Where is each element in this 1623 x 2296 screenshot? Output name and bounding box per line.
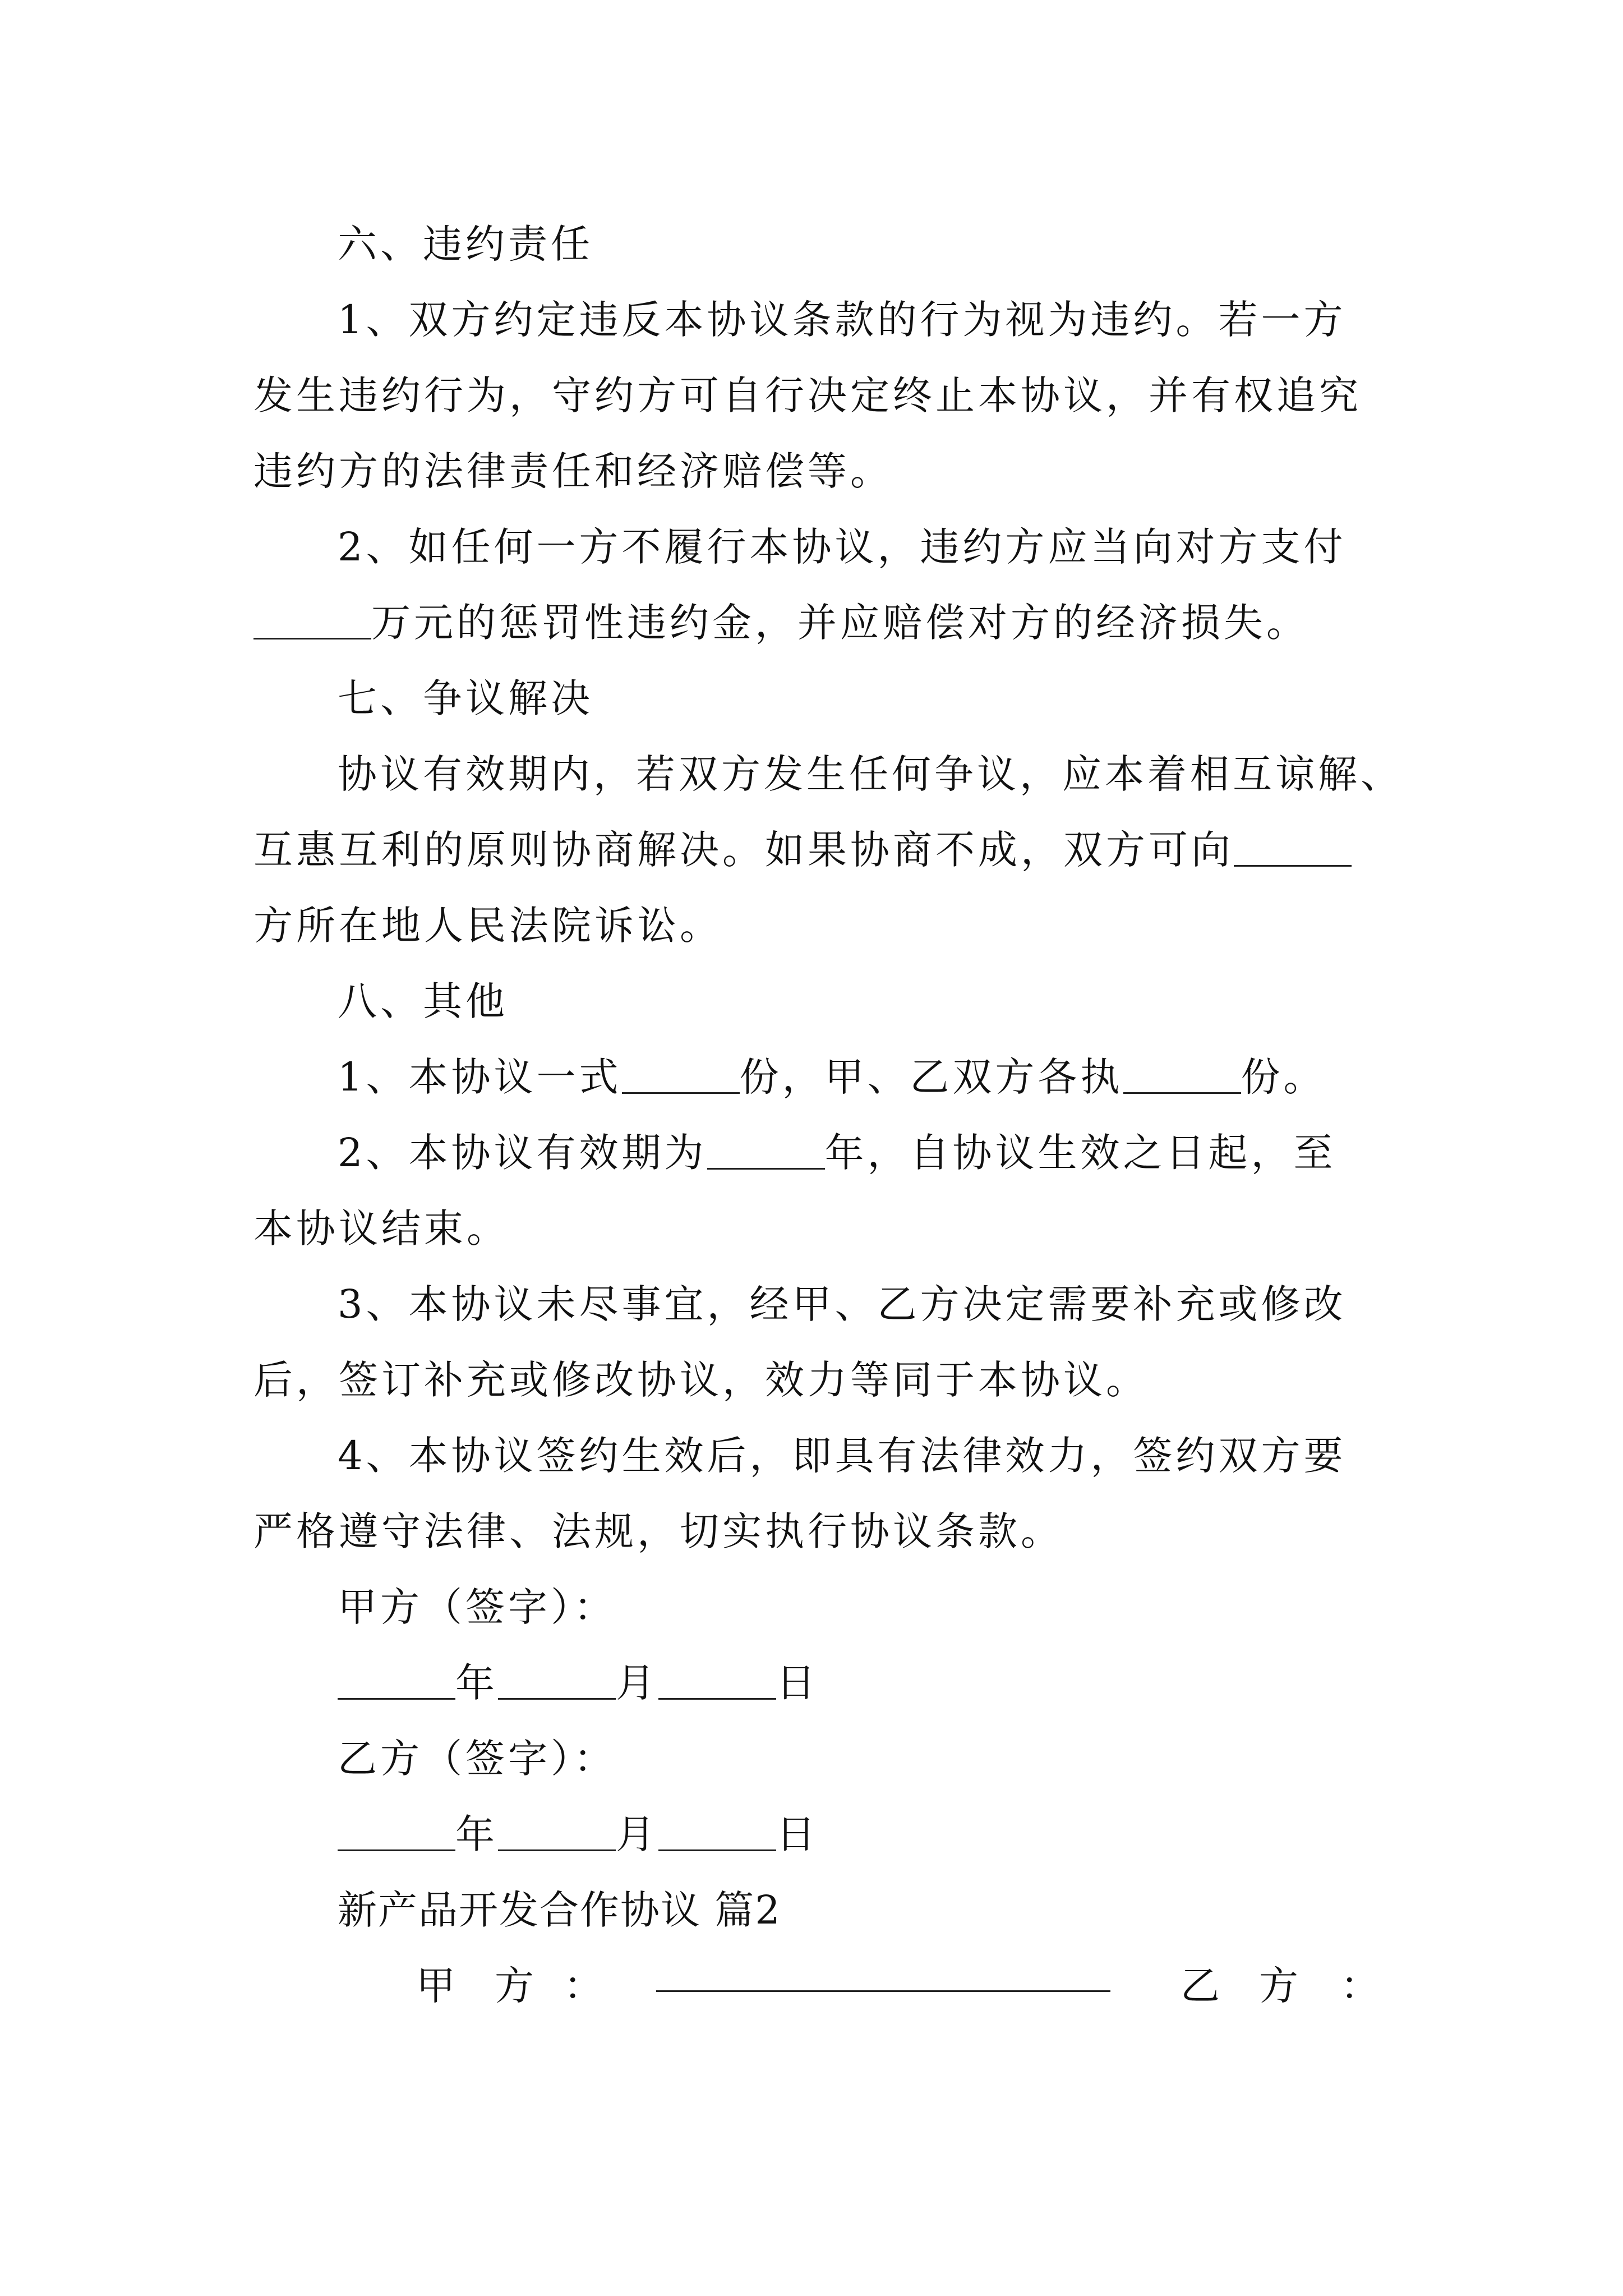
party-b-day-blank [658, 1809, 776, 1851]
party-a-colon: ： [564, 1963, 603, 2009]
section-6-title: 六、违约责任 [338, 221, 593, 267]
s8-paragraph-2-line-1: 2、本协议有效期为 年，自协议生效之日起，至 [338, 1114, 1459, 1192]
party-a-day-blank [658, 1658, 776, 1700]
s8-paragraph-1: 1、本协议一式 份，甲、乙双方各执 份。 [338, 1038, 1459, 1116]
party-a-signature-label: 甲方（签字）： [338, 1584, 616, 1630]
validity-years-blank [707, 1128, 825, 1170]
s6-paragraph-1-line-1: 1、双方约定违反本协议条款的行为视为违约。若一方 [338, 297, 1347, 343]
next-agreement-title: 新产品开发合作协议 篇2 [338, 1887, 781, 1933]
s8-paragraph-3-line-2: 后，签订补充或修改协议，效力等同于本协议。 [253, 1357, 1149, 1403]
section-7-title: 七、争议解决 [338, 675, 593, 721]
party-a-name-blank [656, 1990, 1110, 1992]
s7-line-1: 协议有效期内，若双方发生任何争议，应本着相互谅解、 [338, 751, 1403, 797]
party-b-colon: ： [1340, 1963, 1380, 2009]
s6-paragraph-1-line-2: 发生违约行为，守约方可自行决定终止本协议，并有权追究 [253, 372, 1362, 418]
s6-paragraph-2-line-1: 2、如任何一方不履行本协议，违约方应当向对方支付 [338, 524, 1347, 570]
party-a-year-blank [338, 1658, 455, 1700]
s8-paragraph-4-line-2: 严格遵守法律、法规，切实执行协议条款。 [253, 1508, 1063, 1554]
copies-total-blank [622, 1052, 740, 1094]
section-8-title: 八、其他 [338, 978, 508, 1024]
party-a-char-1: 甲 [416, 1963, 455, 2009]
party-b-year-blank [338, 1809, 455, 1851]
s8-paragraph-2-line-2: 本协议结束。 [253, 1205, 509, 1251]
penalty-amount-blank [253, 597, 371, 639]
s7-line-2: 互惠互利的原则协商解决。如果协商不成，双方可向 [253, 811, 1375, 889]
party-b-char-2: 方 [1259, 1963, 1298, 2009]
party-b-char-1: 乙 [1181, 1963, 1220, 2009]
s8-paragraph-3-line-1: 3、本协议未尽事宜，经甲、乙方决定需要补充或修改 [338, 1281, 1347, 1327]
party-a-char-2: 方 [495, 1963, 534, 2009]
party-b-signature-label: 乙方（签字）： [338, 1736, 616, 1782]
party-a-month-blank [498, 1658, 616, 1700]
s8-paragraph-4-line-1: 4、本协议签约生效后，即具有法律效力，签约双方要 [338, 1433, 1347, 1479]
court-party-blank [1234, 825, 1352, 867]
s7-line-3: 方所在地人民法院诉讼。 [253, 903, 722, 949]
party-a-date-line: 年 月 日 [338, 1644, 1459, 1722]
s6-paragraph-1-line-3: 违约方的法律责任和经济赔偿等。 [253, 448, 893, 494]
party-b-month-blank [498, 1809, 616, 1851]
party-b-date-line: 年 月 日 [338, 1795, 1459, 1874]
s6-paragraph-2-line-2: 万元的惩罚性违约金，并应赔偿对方的经济损失。 [253, 583, 1375, 662]
copies-each-blank [1123, 1052, 1241, 1094]
